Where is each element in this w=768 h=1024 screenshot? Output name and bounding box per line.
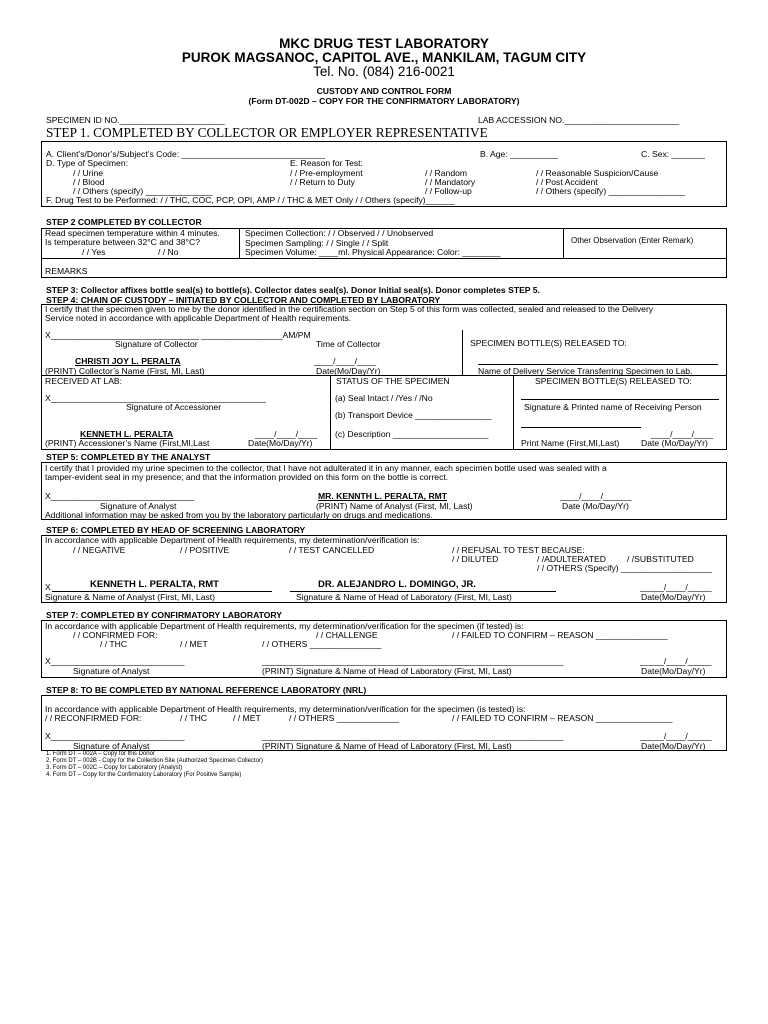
lab-accession-no: LAB ACCESSION NO.________________________ xyxy=(478,115,680,125)
analyst-name: MR. KENNTH L. PERALTA, RMT xyxy=(318,491,448,501)
nrl-analyst-label: Signature of Analyst xyxy=(73,741,150,751)
step1-title: STEP 1. COMPLETED BY COLLECTOR OR EMPLOYER REPRESENTATIVE xyxy=(46,125,488,140)
step8-accordance: In accordance with applicable Department of Health requirements, my determination/verification for the specimen (is tested) is: xyxy=(45,704,526,714)
step6-accordance: In accordance with applicable Department of Health requirements, my determination/verification is: xyxy=(45,535,420,545)
pre-employment-checkbox[interactable]: / / Pre-employment xyxy=(290,168,363,178)
step4-certify-2: Service noted in accordance with applicable Department of Health requirements. xyxy=(45,313,352,323)
other-observation-label: Other Observation (Enter Remark) xyxy=(571,236,694,245)
met-checkbox[interactable]: / / MET xyxy=(180,639,208,649)
refusal-checkbox[interactable]: / / REFUSAL TO TEST BECAUSE: xyxy=(452,545,585,555)
step5-title: STEP 5: COMPLETED BY THE ANALYST xyxy=(46,452,211,462)
others-checkbox[interactable]: / / OTHERS _______________ xyxy=(262,639,382,649)
analyst-signature-line[interactable]: X______________________________ xyxy=(45,491,195,501)
lab-address: PUROK MAGSANOC, CAPITOL AVE., MANKILAM, TAGUM CITY xyxy=(181,50,587,65)
adulterated-checkbox[interactable]: / /ADULTERATED xyxy=(537,554,606,564)
drug-test-line[interactable]: F. Drug Test to be Performed: / / THC, COC, PCP, OPI, AMP / / THC & MET Only / / Others (specify)______ xyxy=(46,195,455,205)
nrl-thc-checkbox[interactable]: / / THC xyxy=(180,713,208,723)
footnote-1: 1. Form DT – 002A – Copy for this Donor xyxy=(46,751,155,757)
mandatory-checkbox[interactable]: / / Mandatory xyxy=(425,177,476,187)
screening-head-name: DR. ALEJANDRO L. DOMINGO, JR. xyxy=(318,579,476,590)
temp-yes-checkbox[interactable]: / / Yes xyxy=(82,247,106,257)
collector-date-field[interactable]: ____/____/____ xyxy=(314,356,377,366)
confirm-head-label: (PRINT) Signature & Name of Head of Laboratory (First, MI, Last) xyxy=(262,666,512,676)
temp-no-checkbox[interactable]: / / No xyxy=(158,247,179,257)
status-specimen-label: STATUS OF THE SPECIMEN xyxy=(336,376,450,386)
footnote-4: 4. Form DT – Copy for the Confirmatory Laboratory (For Positive Sample) xyxy=(46,772,242,778)
receiving-date-label: Date (Mo/Day/Yr) xyxy=(641,438,708,448)
return-duty-checkbox[interactable]: / / Return to Duty xyxy=(290,177,355,187)
failed-confirm-checkbox[interactable]: / / FAILED TO CONFIRM – REASON _______________ xyxy=(452,630,668,640)
description-line[interactable]: (c) Description ____________________ xyxy=(335,429,489,439)
footnote-3: 3. Form DT – 002C – Copy for Laboratory (Analyst) xyxy=(46,765,183,771)
bottles-released-2-label: SPECIMEN BOTTLE(S) RELEASED TO: xyxy=(535,376,692,386)
print-analyst-label: (PRINT) Name of Analyst (First, MI, Last) xyxy=(316,501,473,511)
step2-title: STEP 2 COMPLETED BY COLLECTOR xyxy=(46,217,202,227)
accessioner-date-field[interactable]: ____/____/____ xyxy=(255,429,318,439)
positive-checkbox[interactable]: / / POSITIVE xyxy=(180,545,230,555)
specimen-collection-line[interactable]: Specimen Collection: / / Observed / / Unobserved xyxy=(245,228,434,238)
accessioner-name: KENNETH L. PERALTA xyxy=(80,429,174,439)
transport-device-line[interactable]: (b) Transport Device ________________ xyxy=(335,410,492,420)
others-specify-checkbox[interactable]: / / OTHERS (Specify) ___________________ xyxy=(537,563,712,573)
thc-checkbox[interactable]: / / THC xyxy=(100,639,128,649)
donor-code-field[interactable]: A. Client’s/Donor’s/Subject’s Code: ______________________________ xyxy=(46,149,325,159)
post-accident-checkbox[interactable]: / / Post Accident xyxy=(536,177,598,187)
signature-collector-label: Signature of Collector xyxy=(115,339,198,349)
bottles-released-label: SPECIMEN BOTTLE(S) RELEASED TO: xyxy=(470,338,627,348)
nrl-head-label: (PRINT) Signature & Name of Head of Laboratory (First, MI, Last) xyxy=(262,741,512,751)
specimen-type-label: D. Type of Specimen: xyxy=(46,158,129,168)
reason-label: E. Reason for Test: xyxy=(290,158,363,168)
substituted-checkbox[interactable]: / /SUBSTITUTED xyxy=(627,554,694,564)
specimen-sampling-line[interactable]: Specimen Sampling: / / Single / / Split xyxy=(245,238,389,248)
diluted-checkbox[interactable]: / / DILUTED xyxy=(452,554,499,564)
accessioner-date-label: Date(Mo/Day/Yr) xyxy=(248,438,313,448)
screening-analyst-label: Signature & Name of Analyst (First, MI, Last) xyxy=(45,592,216,602)
follow-up-checkbox[interactable]: / / Follow-up xyxy=(425,186,472,196)
accessioner-signature-line[interactable]: X_____________________________________________ xyxy=(45,393,266,403)
footnote-2: 2. Form DT – 002B - Copy for the Collection Site (Authorized Specimen Collector) xyxy=(46,758,263,764)
others-specimen-checkbox[interactable]: / / Others (specify) ______________ xyxy=(73,186,213,196)
step7-accordance: In accordance with applicable Department of Health requirements, my determination/verification for the specimen (if tested) is: xyxy=(45,621,524,631)
collector-signature-line[interactable]: X_______________________________ _________________AM/PM xyxy=(45,330,311,340)
screening-date-field[interactable]: _____/____/_____ xyxy=(640,582,712,592)
nrl-others-checkbox[interactable]: / / OTHERS _____________ xyxy=(289,713,399,723)
confirm-date-label: Date(Mo/Day/Yr) xyxy=(641,666,706,676)
age-field[interactable]: B. Age: __________ xyxy=(480,149,558,159)
reconfirmed-checkbox[interactable]: / / RECONFIRMED FOR: xyxy=(45,713,142,723)
confirmed-for-checkbox[interactable]: / / CONFIRMED FOR: xyxy=(73,630,158,640)
blood-checkbox[interactable]: / / Blood xyxy=(73,177,105,187)
nrl-analyst-signature-line[interactable]: X____________________________ xyxy=(45,731,185,741)
print-name-label: Print Name (First,MI,Last) xyxy=(521,438,620,448)
specimen-id: SPECIMEN ID NO.______________________ xyxy=(46,115,225,125)
nrl-date-field[interactable]: _____/____/_____ xyxy=(640,731,712,741)
step6-title: STEP 6: COMPLETED BY HEAD OF SCREENING LABORATORY xyxy=(46,525,306,535)
challenge-checkbox[interactable]: / / CHALLENGE xyxy=(316,630,378,640)
form-subtitle: (Form DT-002D – COPY FOR THE CONFIRMATORY LABORATORY) xyxy=(248,96,520,106)
read-temp-text: Read specimen temperature within 4 minutes. xyxy=(45,228,220,238)
step4-certify-1: I certify that the specimen given to me by the donor identified in the certification section on Step 5 of this form was collected, sealed and released to the Delivery xyxy=(45,304,654,314)
step5-certify-2: tamper-evident seal in my presence; and that the information provided on this form on the bottle is correct. xyxy=(45,472,449,482)
time-collector-label: Time of Collector xyxy=(316,339,381,349)
confirm-analyst-label: Signature of Analyst xyxy=(73,666,150,676)
signature-accessioner-label: Signature of Accessioner xyxy=(126,402,222,412)
collector-print-label: (PRINT) Collector’s Name (First, MI, Last) xyxy=(45,366,205,376)
negative-checkbox[interactable]: / / NEGATIVE xyxy=(73,545,126,555)
specimen-volume-line[interactable]: Specimen Volume: ____ml. Physical Appearance: Color: ________ xyxy=(245,247,501,257)
confirm-head-signature-line[interactable]: _______________________________________________________________ xyxy=(262,656,564,666)
nrl-date-label: Date(Mo/Day/Yr) xyxy=(641,741,706,751)
additional-info-text: Additional information may be asked from you by the laboratory particularly on drugs and medications. xyxy=(45,510,433,520)
screening-head-label: Signature & Name of Head of Laboratory (First, MI, Last) xyxy=(296,592,512,602)
lab-tel: Tel. No. (084) 216-0021 xyxy=(313,64,455,79)
confirm-date-field[interactable]: _____/____/_____ xyxy=(640,656,712,666)
step7-title: STEP 7: COMPLETED BY CONFIRMATORY LABORATORY xyxy=(46,610,283,620)
nrl-failed-checkbox[interactable]: / / FAILED TO CONFIRM – REASON ________________ xyxy=(452,713,673,723)
lab-name: MKC DRUG TEST LABORATORY xyxy=(279,36,489,51)
seal-intact-line[interactable]: (a) Seal Intact / /Yes / /No xyxy=(335,393,433,403)
step8-title: STEP 8: TO BE COMPLETED BY NATIONAL REFERENCE LABORATORY (NRL) xyxy=(46,685,367,695)
screening-date-label: Date(Mo/Day/Yr) xyxy=(641,592,706,602)
screening-analyst-name: KENNETH L. PERALTA, RMT xyxy=(90,579,219,590)
receiving-date-field[interactable]: ____/____/____ xyxy=(651,429,714,439)
nrl-head-signature-line[interactable]: _______________________________________________________________ xyxy=(262,731,564,741)
accessioner-print-label: (PRINT) Accessioner’s Name (First,MI,Last xyxy=(45,438,210,448)
step4-title: STEP 4: CHAIN OF CUSTODY – INITIATED BY COLLECTOR AND COMPLETED BY LABORATORY xyxy=(46,295,441,305)
random-checkbox[interactable]: / / Random xyxy=(425,168,468,178)
collector-date-label: Date(Mo/Day/Yr) xyxy=(316,366,381,376)
step6-x-mark: X xyxy=(45,582,51,592)
reasonable-suspicion-checkbox[interactable]: / / Reasonable Suspicion/Cause xyxy=(536,168,659,178)
confirm-analyst-signature-line[interactable]: X____________________________ xyxy=(45,656,185,666)
receiving-person-label: Signature & Printed name of Receiving Person xyxy=(524,402,702,412)
is-temp-text: Is temperature between 32°C and 38°C? xyxy=(45,237,200,247)
form-title: CUSTODY AND CONTROL FORM xyxy=(316,86,452,96)
step3-text: STEP 3: Collector affixes bottle seal(s) to bottle(s). Collector dates seal(s). Donor Initial seal(s). Donor completes STEP 5. xyxy=(46,285,540,295)
test-cancelled-checkbox[interactable]: / / TEST CANCELLED xyxy=(289,545,375,555)
signature-analyst-label: Signature of Analyst xyxy=(100,501,177,511)
received-at-lab-label: RECEIVED AT LAB: xyxy=(45,376,123,386)
analyst-date-label: Date (Mo/Day/Yr) xyxy=(562,501,629,511)
nrl-met-checkbox[interactable]: / / MET xyxy=(233,713,261,723)
collector-name: CHRISTI JOY L. PERALTA xyxy=(75,356,181,366)
delivery-service-label: Name of Delivery Service Transferring Specimen to Lab. xyxy=(478,366,693,376)
analyst-date-field[interactable]: ____/____/______ xyxy=(560,491,632,501)
step5-certify-1: I certify that I provided my urine specimen to the collector, that I have not adulterated it in any manner, each specimen bottle used was sealed with a xyxy=(45,463,607,473)
urine-checkbox[interactable]: / / Urine xyxy=(73,168,104,178)
others-reason-checkbox[interactable]: / / Others (specify) ________________ xyxy=(536,186,686,196)
sex-field[interactable]: C. Sex: _______ xyxy=(641,149,706,159)
remarks-label: REMARKS xyxy=(45,266,88,276)
